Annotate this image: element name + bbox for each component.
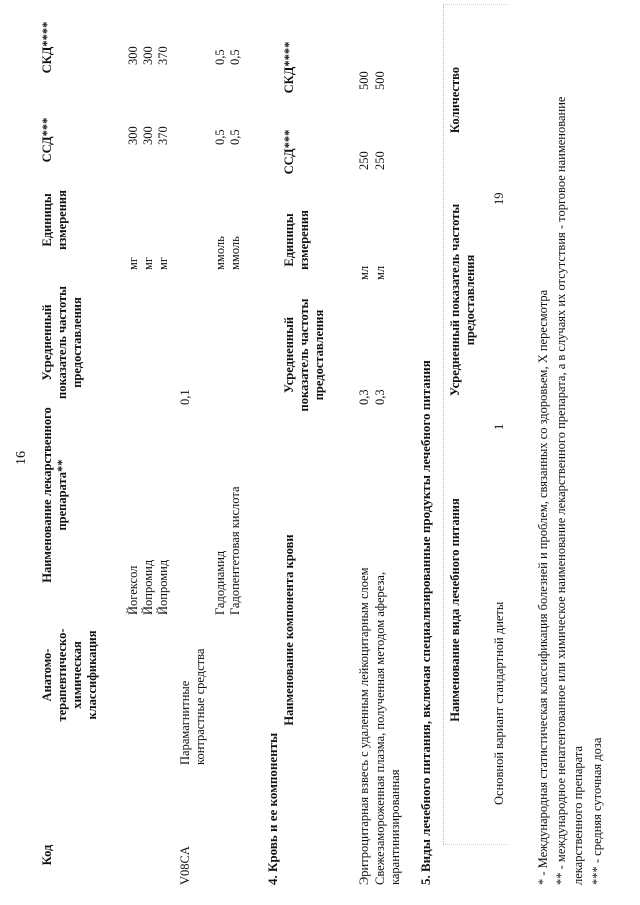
code-cell: V08CA (178, 846, 192, 885)
footnote: ** - международное непатентованное или химическое наименование лекарственного препарата, а в случаях их отсутствия - торговое наименование лекарственного препарата (554, 96, 585, 885)
blood-unit-cell: мл (357, 265, 371, 280)
blood-ssd-cell: 250 (357, 151, 371, 170)
header-nutrition-qty: Количество (448, 66, 462, 134)
blood-name-cell: Свежезамороженная плазма, полученная методом афереза, карантинизированная (373, 571, 402, 885)
nutrition-name-cell: Основной вариант стандартной диеты (492, 601, 506, 805)
nutrition-freq-cell: 1 (492, 423, 506, 430)
skd-cell: 0,5 (213, 49, 227, 65)
header-freq: Усредненный показатель частоты предоставления (40, 286, 84, 399)
drug-cell: Йопромид (156, 559, 170, 615)
ssd-cell: 0,5 (213, 129, 227, 145)
drug-cell: Йогексол (126, 565, 140, 615)
freq-cell: 0,1 (178, 389, 192, 405)
ssd-cell: 300 (141, 126, 155, 145)
drug-cell: Гадодиамид (213, 550, 227, 615)
header-atc: Анатомо-терапевтическо-химическая классификация (40, 628, 99, 722)
header-nutrition-name: Наименование вида лечебного питания (448, 498, 462, 722)
footnote: * - Международная статистическая классификация болезней и проблем, связанных со здоровьем, X пересмотра (536, 289, 550, 885)
ssd-cell: 370 (156, 126, 170, 145)
header-blood-ssd: ССД*** (282, 129, 296, 175)
unit-cell: ммоль (213, 236, 227, 270)
unit-cell: ммоль (228, 236, 242, 270)
unit-cell: мг (156, 256, 170, 270)
header-blood-unit: Единицы измерения (282, 210, 311, 270)
header-blood-freq: Усредненный показатель частоты предоставления (282, 298, 326, 412)
section-title-nutrition: 5. Виды лечебного питания, включая специализированные продукты лечебного питания (418, 360, 433, 885)
header-blood-skd: СКД**** (282, 41, 296, 94)
header-ssd: ССД*** (40, 117, 54, 163)
atc-cell: Парамагнитные контрастные средства (178, 648, 207, 765)
blood-skd-cell: 500 (357, 71, 371, 90)
skd-cell: 300 (126, 46, 140, 65)
unit-cell: мг (126, 256, 140, 270)
section-title-blood: 4. Кровь и ее компоненты (265, 732, 280, 885)
header-unit: Единицы измерения (40, 190, 69, 250)
nutrition-qty-cell: 19 (492, 192, 506, 205)
footnote: *** - средняя суточная доза (590, 737, 604, 885)
ssd-cell: 0,5 (228, 129, 242, 145)
header-nutrition-freq: Усредненный показатель частоты предоставления (448, 203, 477, 397)
blood-freq-cell: 0,3 (373, 389, 387, 405)
table-border (443, 5, 444, 845)
header-skd: СКД**** (40, 21, 54, 74)
table-border (443, 844, 508, 845)
drug-cell: Гадопентетовая кислота (228, 486, 242, 615)
blood-name-cell: Эритроцитарная взвесь с удаленным лейкоцитарным слоем (357, 567, 371, 885)
header-code: Код (40, 844, 54, 866)
blood-skd-cell: 500 (373, 71, 387, 90)
skd-cell: 370 (156, 46, 170, 65)
page-number: 16 (14, 451, 29, 465)
header-blood-name: Наименование компонента крови (282, 534, 296, 726)
blood-ssd-cell: 250 (373, 151, 387, 170)
skd-cell: 300 (141, 46, 155, 65)
blood-freq-cell: 0,3 (357, 389, 371, 405)
blood-unit-cell: мл (373, 265, 387, 280)
drug-cell: Йопромид (141, 559, 155, 615)
skd-cell: 0,5 (228, 49, 242, 65)
ssd-cell: 300 (126, 126, 140, 145)
table-border (443, 4, 508, 5)
unit-cell: мг (141, 256, 155, 270)
header-drug: Наименование лекарственного препарата** (40, 407, 69, 583)
